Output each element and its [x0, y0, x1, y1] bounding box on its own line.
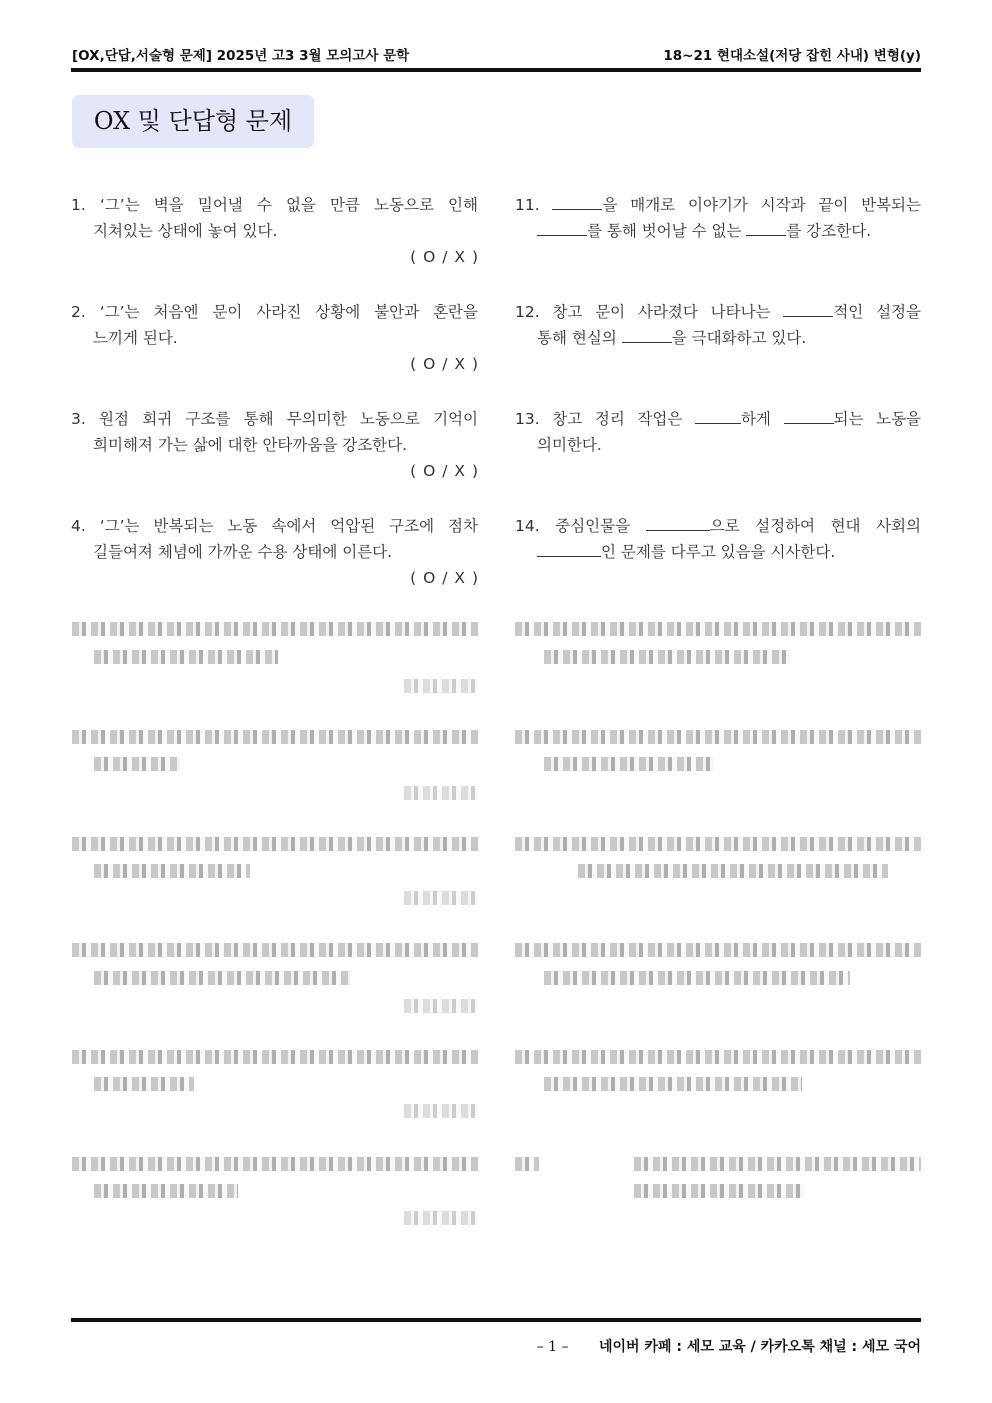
- answer-blank: [646, 514, 710, 531]
- redacted-line: [404, 786, 478, 800]
- redacted-line: [72, 837, 478, 851]
- ox-question-3: [71, 406, 478, 480]
- redacted-line: [72, 730, 478, 744]
- redacted-line: [404, 1211, 478, 1225]
- question-text-cont: 길들여져 체념에 가까운 수용 상태에 이른다.: [93, 543, 393, 561]
- question-text: 1. ‘그’는 벽을 밀어낼 수 없을 만큼 노동으로 인해: [71, 196, 478, 214]
- ox-choice: ( O / X ): [410, 355, 478, 373]
- redacted-line: [544, 757, 714, 771]
- question-text-cont: 느끼게 된다.: [93, 329, 178, 347]
- redacted-line: [515, 837, 921, 851]
- header-left-title: [OX,단답,서술형 문제] 2025년 고3 3월 모의고사 문학: [72, 48, 410, 64]
- redacted-line: [515, 1157, 539, 1171]
- redacted-line: [578, 864, 888, 878]
- redacted-line: [515, 943, 921, 957]
- question-text-cont: 의미한다.: [537, 436, 602, 454]
- question-text-cont: 를 통해 벗어날 수 없는 를 강조한다.: [515, 218, 921, 244]
- question-text: 11. 을 매개로 이야기가 시작과 끝이 반복되는: [515, 192, 921, 218]
- short-answer-13: [515, 406, 921, 458]
- header-right-title: 18~21 현대소설(저당 잡힌 사내) 변형(y): [663, 48, 921, 64]
- question-text-cont: 희미해져 가는 삶에 대한 안타까움을 강조한다.: [93, 436, 408, 454]
- ox-question-4: [71, 513, 478, 587]
- answer-blank: [552, 193, 602, 210]
- question-text: 13. 창고 정리 작업은 하게 되는 노동을: [515, 406, 921, 432]
- redacted-line: [404, 679, 478, 693]
- section-title: OX 및 단답형 문제: [72, 95, 314, 148]
- answer-blank: [622, 326, 672, 343]
- redacted-line: [634, 1184, 804, 1198]
- answer-blank: [783, 300, 833, 317]
- redacted-line: [94, 1077, 194, 1091]
- redacted-line: [72, 1157, 478, 1171]
- page-number: – 1 –: [536, 1339, 569, 1355]
- redacted-line: [544, 650, 790, 664]
- short-answer-12: [515, 299, 921, 351]
- footer-contact: 네이버 카페 : 세모 교육 / 카카오톡 채널 : 세모 국어: [598, 1339, 921, 1355]
- answer-blank: [695, 407, 741, 424]
- redacted-line: [515, 1050, 921, 1064]
- answer-blank: [537, 540, 601, 557]
- redacted-line: [94, 971, 350, 985]
- redacted-line: [515, 730, 921, 744]
- page-header: [72, 44, 921, 66]
- question-text: 12. 창고 문이 사라졌다 나타나는 적인 설정을: [515, 299, 921, 325]
- answer-blank: [537, 219, 587, 236]
- question-text: 2. ‘그’는 처음엔 문이 사라진 상황에 불안과 혼란을: [71, 303, 478, 321]
- page-footer: [537, 1336, 921, 1356]
- question-text: 14. 중심인물을 으로 설정하여 현대 사회의: [515, 513, 921, 539]
- question-text-cont: 지쳐있는 상태에 놓여 있다.: [93, 222, 278, 240]
- redacted-line: [544, 1077, 802, 1091]
- short-answer-11: [515, 192, 921, 244]
- redacted-line: [404, 1104, 478, 1118]
- redacted-line: [94, 864, 250, 878]
- ox-question-2: [71, 299, 478, 373]
- ox-choice: ( O / X ): [410, 569, 478, 587]
- redacted-line: [94, 757, 180, 771]
- answer-blank: [784, 407, 834, 424]
- short-answer-14: [515, 513, 921, 565]
- ox-choice: ( O / X ): [410, 462, 478, 480]
- ox-choice: ( O / X ): [410, 248, 478, 266]
- question-text-cont: 인 문제를 다루고 있음을 시사한다.: [515, 539, 921, 565]
- question-text: 4. ‘그’는 반복되는 노동 속에서 억압된 구조에 점차: [71, 517, 478, 535]
- redacted-line: [634, 1157, 921, 1171]
- ox-question-1: [71, 192, 478, 266]
- redacted-line: [94, 1184, 238, 1198]
- redacted-line: [72, 1050, 478, 1064]
- redacted-line: [404, 999, 478, 1013]
- footer-divider: [71, 1318, 921, 1322]
- redacted-line: [404, 891, 478, 905]
- redacted-line: [72, 622, 478, 636]
- question-text: 3. 원점 회귀 구조를 통해 무의미한 노동으로 기억이: [71, 410, 478, 428]
- question-text-cont: 통해 현실의 을 극대화하고 있다.: [515, 325, 921, 351]
- redacted-line: [515, 622, 921, 636]
- header-divider: [71, 68, 921, 72]
- answer-blank: [746, 219, 786, 236]
- redacted-line: [72, 943, 478, 957]
- redacted-line: [94, 650, 278, 664]
- redacted-line: [544, 971, 850, 985]
